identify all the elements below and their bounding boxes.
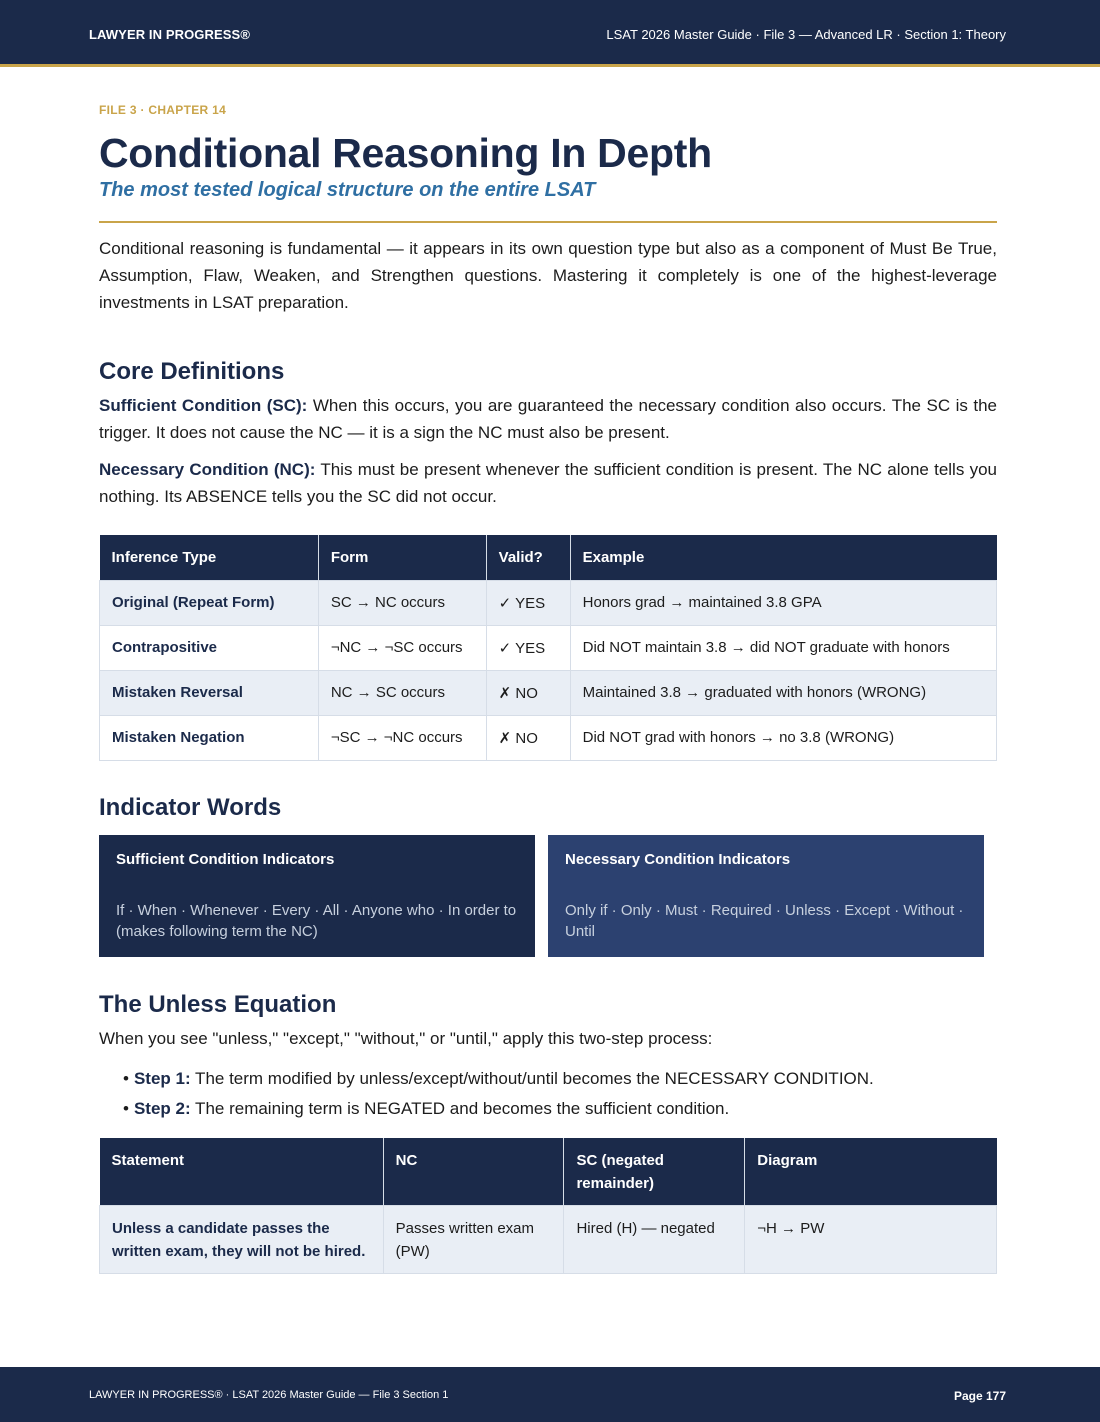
example-cell: Did NOT maintain 3.8 → did NOT graduate with honors (570, 625, 996, 670)
inference-type-cell: Contrapositive (100, 625, 319, 670)
table-row (100, 580, 997, 625)
step-text: The term modified by unless/except/without/until becomes the NECESSARY CONDITION. (190, 1068, 874, 1088)
list-item (123, 1094, 997, 1124)
core-definitions-heading: Core Definitions (99, 358, 285, 385)
necessary-indicators-box (548, 835, 984, 957)
necessary-indicators-title: Necessary Condition Indicators (565, 850, 791, 868)
footer-text: LAWYER IN PROGRESS® · LSAT 2026 Master Guide — File 3 Section 1 (89, 1389, 449, 1401)
step-text: The remaining term is NEGATED and becomes the sufficient condition. (190, 1098, 730, 1118)
column-header: Statement (100, 1138, 384, 1206)
sufficient-condition-text: When this occurs, you are guaranteed the necessary condition also occurs. The SC is the trigger. It does not cause the NC — it is a sign the NC must also be present. (99, 396, 997, 442)
column-header: Form (318, 535, 486, 580)
nc-cell: Passes written exam (PW) (383, 1206, 564, 1274)
necessary-indicators-words: Only if · Only · Must · Required · Unless · Except · Without · Until (565, 901, 964, 940)
column-header: Inference Type (100, 535, 319, 580)
indicator-boxes (99, 835, 984, 957)
step-list (123, 1064, 997, 1124)
sufficient-condition-term: Sufficient Condition (SC): (99, 396, 308, 415)
valid-cell: ✗ NO (486, 670, 570, 715)
necessary-condition-text: This must be present whenever the sufficient condition is present. The NC alone tells you nothing. Its ABSENCE tells you the SC did not occur. (99, 460, 997, 506)
sufficient-indicators-box (99, 835, 535, 957)
intro-paragraph: Conditional reasoning is fundamental — it appears in its own question type but also as a component of Must Be True, Assumption, Flaw, Weaken, and Strengthen questions. Mastering it completely is one of the highest-leverage investments in LSAT preparation. (99, 239, 997, 312)
page-footer (0, 1367, 1100, 1422)
column-header: NC (383, 1138, 564, 1206)
column-header: Valid? (486, 535, 570, 580)
inference-table (99, 535, 997, 761)
valid-cell: ✓ YES (486, 625, 570, 670)
sufficient-condition-definition (99, 392, 997, 446)
sufficient-indicators-title: Sufficient Condition Indicators (116, 850, 335, 868)
sufficient-indicators-words: If · When · Whenever · Every · All · Anyone who · In order to (makes following term the NC) (116, 901, 517, 940)
necessary-condition-term: Necessary Condition (NC): (99, 460, 316, 479)
inference-type-cell: Mistaken Reversal (100, 670, 319, 715)
page-title: Conditional Reasoning In Depth (99, 130, 712, 176)
form-cell: NC → SC occurs (318, 670, 486, 715)
header-divider (0, 64, 1100, 67)
list-item (123, 1064, 997, 1094)
inference-type-cell: Mistaken Negation (100, 715, 319, 760)
necessary-condition-definition (99, 456, 997, 510)
page-content (99, 103, 997, 1274)
diagram-cell: ¬H → PW (745, 1206, 997, 1274)
form-cell: SC → NC occurs (318, 580, 486, 625)
example-cell: Maintained 3.8 → graduated with honors (WRONG) (570, 670, 996, 715)
unless-lead-text: When you see "unless," "except," "without," or "until," apply this two-step process: (99, 1028, 713, 1048)
table-row (100, 670, 997, 715)
column-header: Diagram (745, 1138, 997, 1206)
inference-type-cell: Original (Repeat Form) (100, 580, 319, 625)
bullet-icon: • (123, 1068, 129, 1088)
step-label: Step 1: (133, 1068, 191, 1088)
table-row (100, 715, 997, 760)
statement-cell: Unless a candidate passes the written exam, they will not be hired. (100, 1206, 384, 1274)
example-cell: Did NOT grad with honors → no 3.8 (WRONG) (570, 715, 996, 760)
top-header-bar (0, 0, 1100, 64)
column-header: SC (negated remainder) (564, 1138, 745, 1206)
page-subtitle: The most tested logical structure on the entire LSAT (99, 179, 596, 201)
table-row (100, 625, 997, 670)
brand-name: LAWYER IN PROGRESS® (89, 27, 250, 42)
page-number: Page 177 (953, 1389, 1006, 1403)
sc-cell: Hired (H) — negated (564, 1206, 745, 1274)
valid-cell: ✓ YES (486, 580, 570, 625)
bullet-icon: • (123, 1098, 129, 1118)
table-header-row (100, 535, 997, 580)
form-cell: ¬SC → ¬NC occurs (318, 715, 486, 760)
title-divider (99, 221, 997, 223)
table-row (100, 1206, 997, 1274)
step-label: Step 2: (133, 1098, 191, 1118)
breadcrumb: LSAT 2026 Master Guide · File 3 — Advanced LR · Section 1: Theory (606, 27, 1006, 42)
unless-equation-heading: The Unless Equation (99, 990, 337, 1018)
table-header-row (100, 1138, 997, 1206)
form-cell: ¬NC → ¬SC occurs (318, 625, 486, 670)
indicator-words-heading: Indicator Words (99, 793, 282, 821)
chapter-eyebrow: FILE 3 · CHAPTER 14 (99, 103, 227, 117)
column-header: Example (570, 535, 996, 580)
valid-cell: ✗ NO (486, 715, 570, 760)
unless-table (99, 1138, 997, 1275)
example-cell: Honors grad → maintained 3.8 GPA (570, 580, 996, 625)
